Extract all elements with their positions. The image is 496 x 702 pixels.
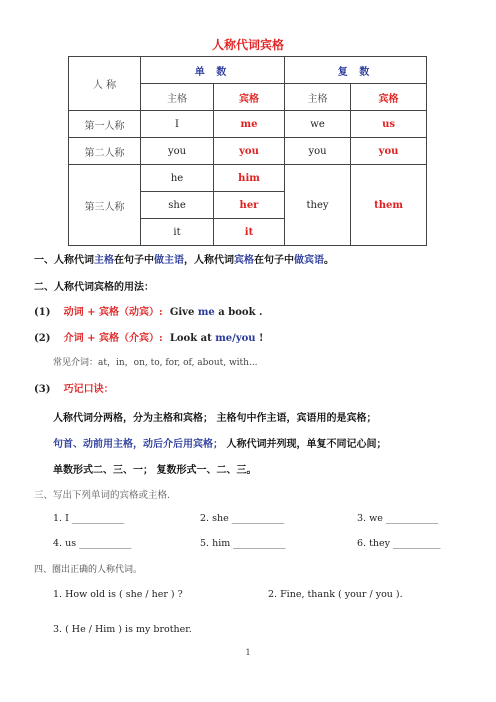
s1-subject-case: 主格 <box>94 255 114 266</box>
exercise-4-item: 1. How old is ( she / her ) ? <box>53 589 183 600</box>
usage-item-1 <box>34 303 262 318</box>
s1-text-g: 在句子中 <box>254 255 294 266</box>
header-person: 人 称 <box>69 57 141 111</box>
exercise-3-item: 6. they __________ <box>357 538 441 549</box>
usage-item-2 <box>34 329 263 344</box>
person-cell: 第一人称 <box>69 111 141 138</box>
item-3-label: 巧记口诀： <box>63 384 114 395</box>
exercise-3-item: 3. we ___________ <box>357 513 439 524</box>
rhyme-line-2-rest: 人称代词并列现，单复不同记心间； <box>223 439 387 450</box>
plural-object-cell: us <box>351 111 427 138</box>
s1-text-e: ，人称代词 <box>184 255 234 266</box>
section-4-heading: 四、圈出正确的人称代词。 <box>34 565 143 575</box>
table-row <box>69 111 427 138</box>
item-2-example-highlight: me/you <box>215 333 256 344</box>
item-1-example-post: a book . <box>214 307 263 318</box>
singular-subject-cell: she <box>141 192 214 219</box>
item-1-example-pre: Give <box>169 307 198 318</box>
s1-as-subject: 做主语 <box>154 255 184 266</box>
header-object-singular: 宾格 <box>214 84 285 111</box>
section-2-heading: 二、人称代词宾格的用法： <box>34 282 154 293</box>
prepositions-note: 常见介词：at，in，on, to, for, of, about, with... <box>53 358 258 368</box>
plural-object-cell: them <box>351 165 427 246</box>
singular-subject-cell: he <box>141 165 214 192</box>
singular-object-cell: him <box>214 165 285 192</box>
item-1-number: (1) <box>34 307 51 318</box>
document-title: 人称代词宾格 <box>211 38 284 52</box>
singular-subject-cell: it <box>141 219 214 246</box>
table-row <box>69 165 427 192</box>
section-3-heading: 三、写出下列单词的宾格或主格. <box>34 490 171 501</box>
exercise-3-item: 1. I ___________ <box>53 513 125 524</box>
page-number: 1 <box>245 648 251 657</box>
usage-item-3 <box>34 380 114 395</box>
singular-object-cell: her <box>214 192 285 219</box>
item-2-number: (2) <box>34 333 51 344</box>
person-cell: 第二人称 <box>69 138 141 165</box>
item-1-example-highlight: me <box>197 307 215 318</box>
plural-object-cell: you <box>351 138 427 165</box>
item-2-example-pre: Look at <box>169 333 216 344</box>
exercise-3-item: 5. him ___________ <box>200 538 286 549</box>
rhyme-line-3: 单数形式二、三、一； 复数形式一、二、三。 <box>53 465 257 476</box>
table-row <box>69 138 427 165</box>
header-singular: 单 数 <box>141 57 285 84</box>
s1-text-a: 一、人称代词 <box>34 255 94 266</box>
singular-object-cell: you <box>214 138 285 165</box>
singular-object-cell: me <box>214 111 285 138</box>
person-cell: 第三人称 <box>69 165 141 246</box>
rhyme-line-2-highlight: 句首、动前用主格，动后介后用宾格； <box>53 439 223 450</box>
header-object-plural: 宾格 <box>351 84 427 111</box>
exercise-4-item: 3. ( He / Him ) is my brother. <box>53 624 192 635</box>
s1-object-case: 宾格 <box>234 255 254 266</box>
s1-text-c: 在句子中 <box>114 255 154 266</box>
exercise-3-item: 2. she ___________ <box>200 513 284 524</box>
rhyme-line-2 <box>53 435 386 450</box>
plural-subject-cell: we <box>285 111 351 138</box>
item-3-number: (3) <box>34 384 51 395</box>
s1-text-i: 。 <box>324 255 334 266</box>
exercise-4-item: 2. Fine, thank ( your / you ). <box>268 589 403 600</box>
singular-object-cell: it <box>214 219 285 246</box>
section-1-line <box>34 251 334 266</box>
header-subject-singular: 主格 <box>141 84 214 111</box>
pronoun-table <box>68 56 427 246</box>
singular-subject-cell: you <box>141 138 214 165</box>
plural-subject-cell: you <box>285 138 351 165</box>
item-1-label: 动词 + 宾格（动宾）: <box>63 307 163 318</box>
item-2-example-post: ! <box>255 333 264 344</box>
item-2-label: 介词 + 宾格（介宾）: <box>63 333 163 344</box>
singular-subject-cell: I <box>141 111 214 138</box>
header-plural: 复 数 <box>285 57 427 84</box>
plural-subject-cell: they <box>285 165 351 246</box>
rhyme-line-1: 人称代词分两格，分为主格和宾格； 主格句中作主语，宾语用的是宾格； <box>53 413 377 424</box>
exercise-3-item: 4. us ___________ <box>53 538 132 549</box>
s1-as-object: 做宾语 <box>294 255 324 266</box>
header-subject-plural: 主格 <box>285 84 351 111</box>
